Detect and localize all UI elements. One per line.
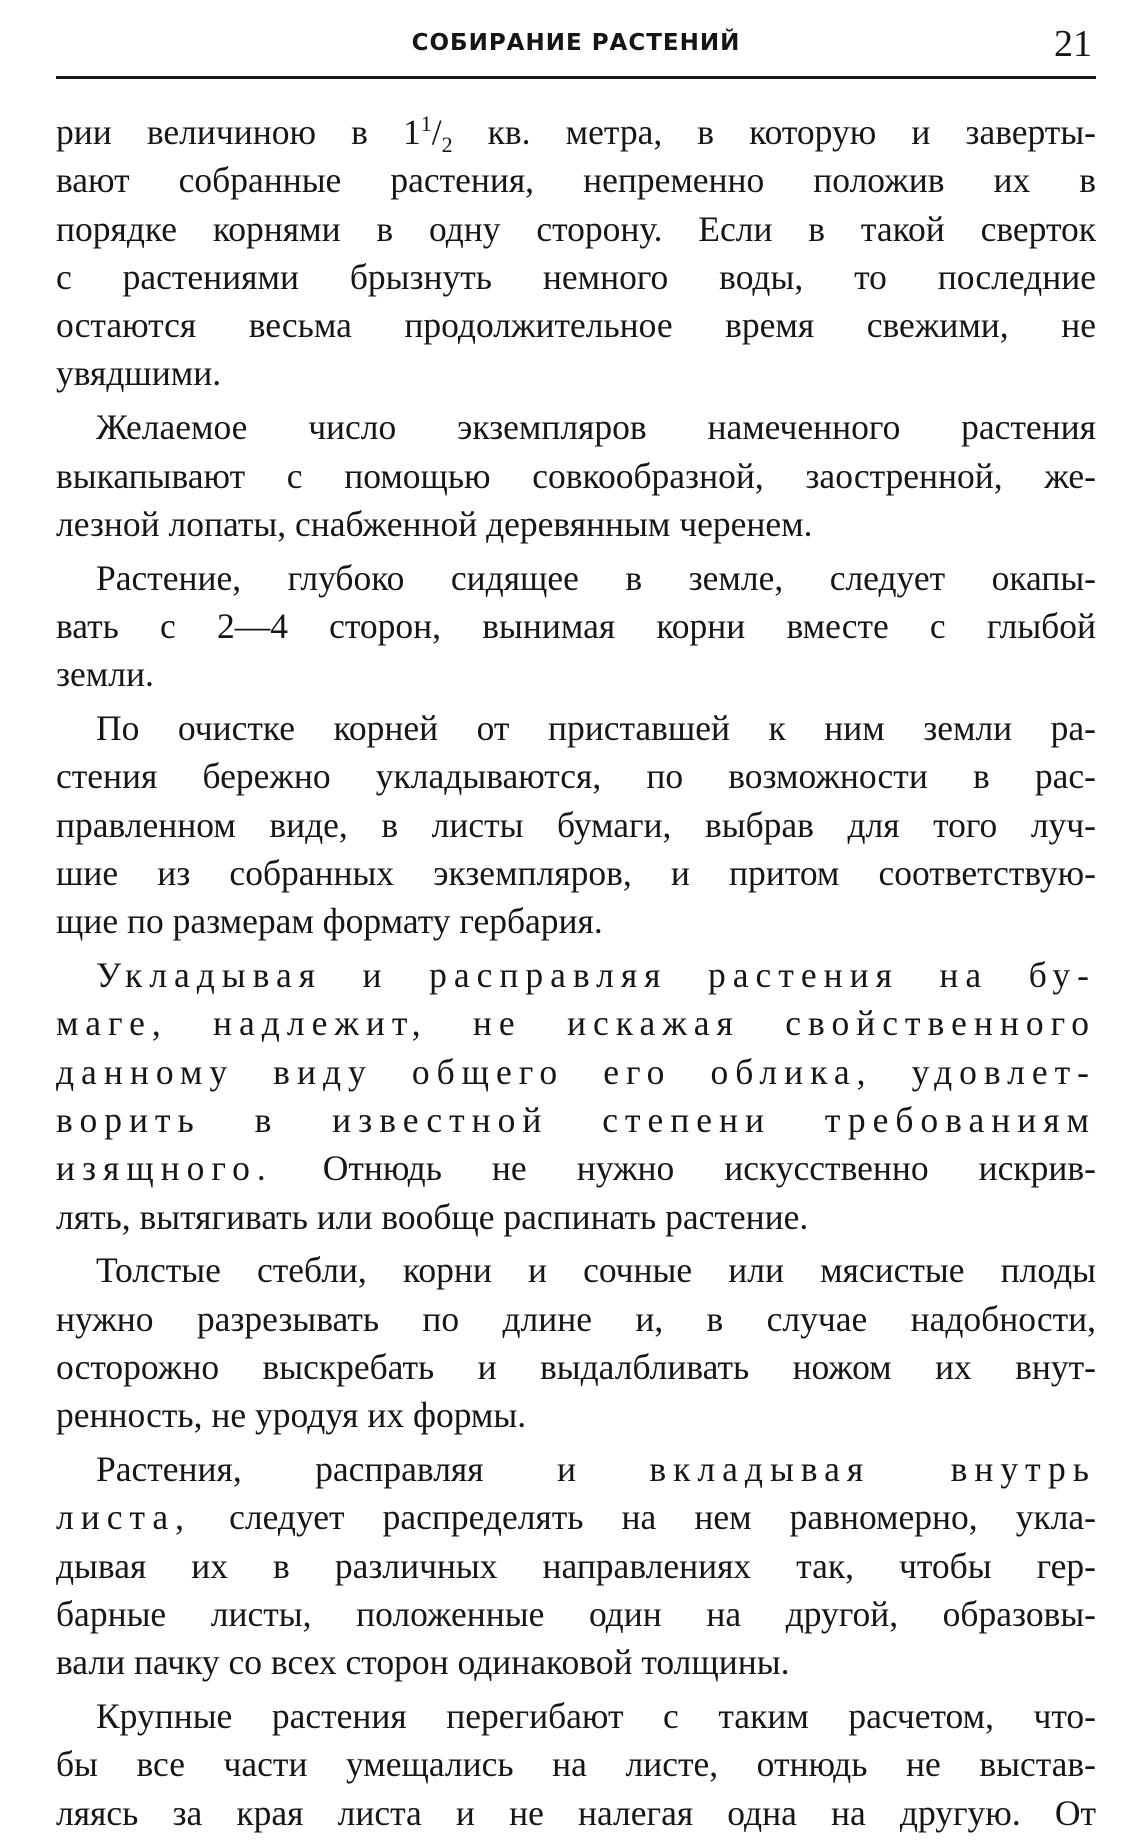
text-line-spaced: ворить в известной степени требованиям [56, 1099, 1096, 1140]
paragraph-6 [56, 1246, 1096, 1439]
text-line: вать с 2—4 сторон, вынимая корни вместе с глыбой [56, 605, 1096, 646]
fraction-slash: / [431, 112, 442, 152]
text-line: с растениями брызнуть немного воды, то последние [56, 256, 1096, 297]
spaced-emphasis: вкладывая внутрь [649, 1449, 1096, 1490]
body-text [56, 108, 1096, 1842]
text-line [56, 1493, 1096, 1541]
text-line: бы все части умещались на листе, отнюдь не выстав- [56, 1744, 1096, 1785]
text-line: Растение, глубоко сидящее в земле, следует окапы- [96, 557, 1096, 598]
fraction-denominator: 2 [441, 132, 453, 158]
text-line: остаются весьма продолжительное время свежими, не [56, 305, 1096, 346]
spaced-emphasis: листа, [56, 1497, 192, 1538]
spaced-emphasis: изящного. [56, 1148, 273, 1189]
text-line: барные листы, положенные один на другой, образовы- [56, 1593, 1096, 1634]
text-line: Крупные растения перегибают с таким расчетом, что- [96, 1696, 1096, 1736]
text-run: Отнюдь не нужно искусственно искрив- [272, 1148, 1096, 1189]
page-number: 21 [1054, 23, 1092, 65]
text-line-spaced: Укладывая и расправляя растения на бу- [96, 955, 1096, 996]
text-run: кв. метра, в которую и заверты- [452, 112, 1096, 152]
paragraph-5 [56, 951, 1096, 1241]
text-line: лезной лопаты, снабженной деревянным черенем. [56, 503, 813, 544]
paragraph-8 [56, 1692, 1096, 1837]
text-line: стения бережно укладываются, по возможности в рас- [56, 756, 1096, 797]
paragraph-2 [56, 403, 1096, 548]
text-run: Растения, расправляя и [96, 1449, 650, 1490]
text-line-spaced: данному виду общего его облика, удовлет- [56, 1051, 1096, 1092]
header-rule [56, 76, 1096, 79]
text-line: вают собранные растения, непременно положив их в [56, 160, 1096, 201]
text-line [56, 1445, 1096, 1493]
text-line: шие из собранных экземпляров, и притом соответствую- [56, 852, 1096, 893]
book-page [56, 0, 1096, 1842]
text-line [56, 1144, 1096, 1192]
text-line: Желаемое число экземпляров намеченного растения [96, 407, 1096, 448]
paragraph-7 [56, 1445, 1096, 1686]
text-run: следует распределять на нем равномерно, укла- [191, 1497, 1096, 1538]
running-title: СОБИРАНИЕ РАСТЕНИЙ [411, 30, 741, 56]
text-line: ренность, не уродуя их формы. [56, 1395, 527, 1436]
text-line: ляясь за края листа и не налегая одна на другую. От [56, 1792, 1096, 1833]
text-line [56, 108, 1096, 156]
text-run: рии величиною в 1 [56, 112, 421, 152]
text-line: дывая их в различных направлениях так, чтобы гер- [56, 1545, 1096, 1586]
text-line: По очистке корней от приставшей к ним земли ра- [96, 708, 1096, 749]
fraction-numerator: 1 [420, 111, 432, 137]
running-head [56, 22, 1096, 72]
paragraph-4 [56, 704, 1096, 945]
text-line: нужно разрезывать по длине и, в случае надобности, [56, 1298, 1096, 1339]
text-line: щие по размерам формату гербария. [56, 901, 603, 942]
paragraph-3 [56, 554, 1096, 699]
text-line: вали пачку со всех сторон одинаковой толщины. [56, 1642, 790, 1683]
paragraph-1 [56, 108, 1096, 398]
text-line: порядке корнями в одну сторону. Если в такой сверток [56, 208, 1096, 249]
text-line-spaced: маге, надлежит, не искажая свойственного [56, 1003, 1096, 1044]
text-line: Толстые стебли, корни и сочные или мясистые плоды [96, 1250, 1096, 1291]
text-line: осторожно выскребать и выдалбливать ножом их внут- [56, 1346, 1096, 1387]
text-line: увядшими. [56, 353, 222, 394]
text-line: лять, вытягивать или вообще распинать растение. [56, 1196, 809, 1237]
text-line: земли. [56, 654, 154, 695]
text-line: выкапывают с помощью совкообразной, заостренной, же- [56, 455, 1096, 496]
text-line: правленном виде, в листы бумаги, выбрав для того луч- [56, 804, 1096, 845]
